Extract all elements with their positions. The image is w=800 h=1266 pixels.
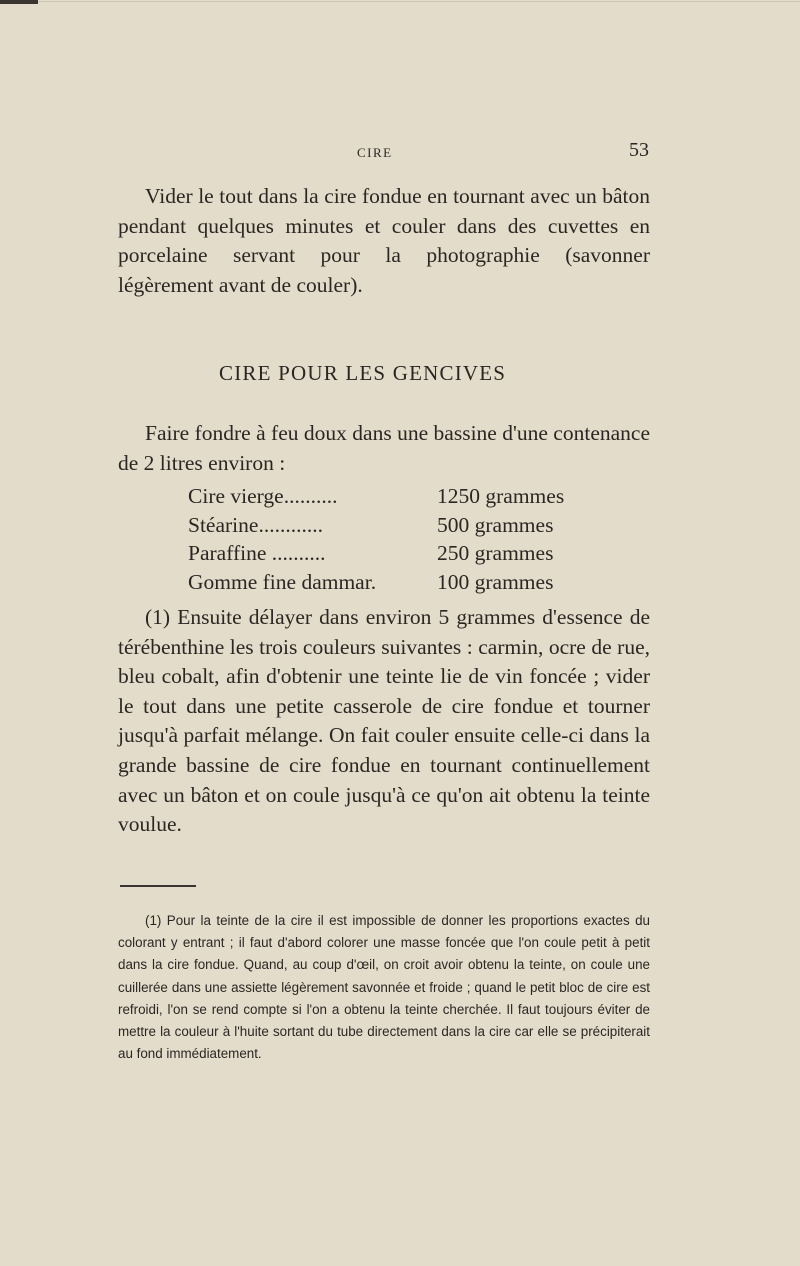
page-number: 53 (629, 139, 649, 161)
recipe-ingredient: Gomme fine dammar. (188, 569, 377, 594)
recipe-ingredient: Stéarine............ (188, 512, 323, 537)
recipe-quantity: 500 grammes (437, 512, 554, 537)
section-title: CIRE POUR LES GENCIVES (219, 361, 507, 385)
page-edge-line (38, 1, 800, 2)
paragraph-intro-text: Vider le tout dans la cire fondue en tournant avec un bâton pendant quelques minutes et couler dans des cuvettes en porcelaine servant pour la photographie (savonner légèrement avant de couler). (118, 184, 650, 297)
paragraph-method (118, 603, 650, 840)
page-edge-mark (0, 0, 38, 4)
recipe-row (188, 541, 588, 570)
recipe-quantity: 250 grammes (437, 541, 554, 566)
recipe-row (188, 570, 588, 599)
paragraph-instructions-text: Faire fondre à feu doux dans une bassine d'une contenance de 2 litres environ : (118, 421, 650, 475)
paragraph-method-text: (1) Ensuite délayer dans environ 5 grammes d'essence de térébenthine les trois couleurs suivantes : carmin, ocre de rue, bleu cobalt, afin d'obtenir une teinte lie de vin foncée ; vider le tout dans une petite casserole de cire fondue et tourner jusqu'à parfait mélange. On fait couler ensuite celle-ci dans la grande bassine de cire fondue en tournant continuellement avec un bâton et on coule jusqu'à ce qu'on ait obtenu la teinte voulue. (118, 605, 650, 837)
footnote-text: (1) Pour la teinte de la cire il est impossible de donner les proportions exactes du colorant y entrant ; il faut d'abord colorer une masse foncée que l'on coule petit à petit dans la cire fondue. Quand, au coup d'œil, on croit avoir obtenu la teinte, on coule une cuillerée dans une assiette légèrement savonnée et froide ; quand le petit bloc de cire est refroidi, l'on se rend compte si l'on a obtenu la teinte cherchée. Il faut toujours éviter de mettre la couleur à l'huite sortant du tube directement dans la cire car elle se précipiterait au fond immédiatement. (118, 913, 650, 1062)
recipe-quantity: 100 grammes (437, 569, 554, 594)
recipe-row (188, 513, 588, 542)
footnote-divider (120, 885, 196, 887)
paragraph-instructions (118, 419, 650, 478)
recipe-row (188, 484, 588, 513)
footnote (118, 910, 650, 1065)
running-head: CIRE (357, 145, 393, 160)
recipe-quantity: 1250 grammes (437, 484, 565, 508)
recipe-ingredient: Paraffine .......... (188, 541, 326, 566)
recipe-list (188, 484, 588, 598)
paragraph-intro (118, 182, 650, 300)
recipe-ingredient: Cire vierge.......... (188, 484, 338, 508)
